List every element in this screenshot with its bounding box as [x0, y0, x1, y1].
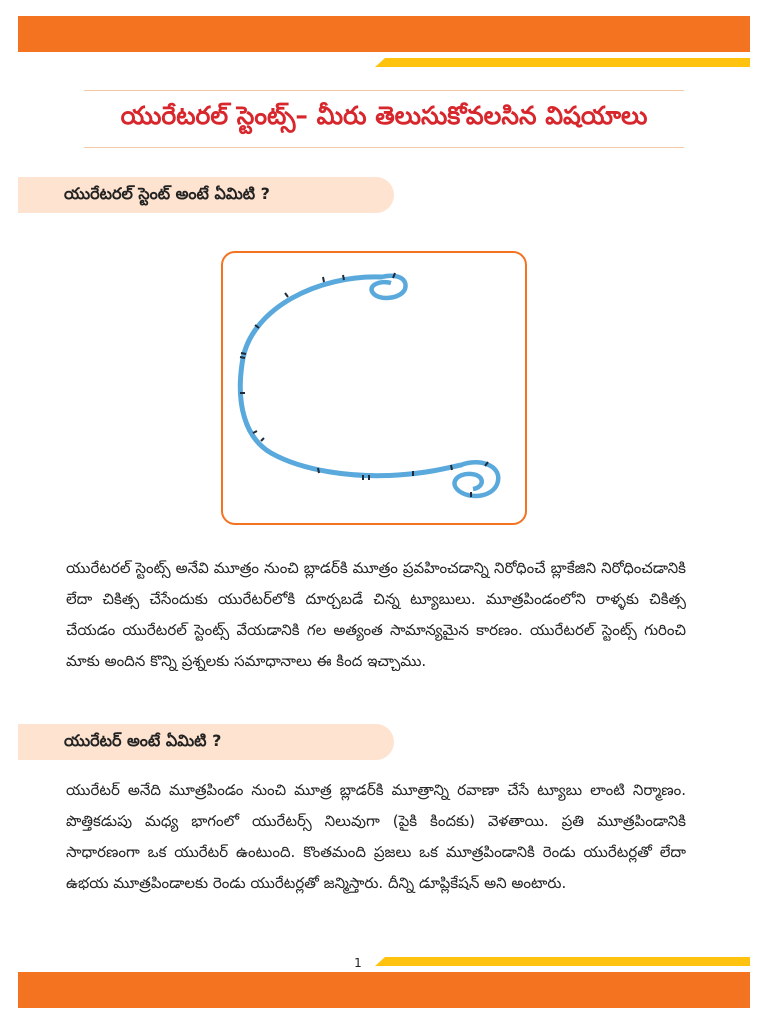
section-paragraph-stent: యురేటరల్ స్టెంట్స్ అనేవి మూత్రం నుంచి బ్లాడర్‌కి మూత్రం ప్రవహించడాన్ని నిరోధించే బ్లాకేజిని నిరోధించడానికి లేదా చికిత్స చేసేందుకు యురేటర్‌లోకి దూర్చబడే చిన్న ట్యూబులు. మూత్రపిండంలోని రాళ్ళకు చికిత్స చేయడం యురేటరల్ స్టెంట్స్ వేయడానికి గల అత్యంత సామాన్యమైన కారణం. యురేటరల్ స్టెంట్స్ గురించి మాకు అందిన కొన్ని ప్రశ్నలకు సమాధానాలు ఈ కింద ఇచ్చాము.: [66, 559, 686, 670]
section-heading-ureter: యురేటర్ అంటే ఏమిటి ?: [18, 724, 394, 760]
footer-orange-band: [18, 972, 750, 1008]
header-yellow-stripe: [375, 58, 750, 67]
page-number: 1: [354, 956, 362, 970]
header-orange-band: [18, 16, 750, 52]
ureteral-stent-illustration: [223, 253, 525, 523]
footer-yellow-stripe: [375, 957, 750, 966]
title-block: [84, 90, 684, 148]
section-paragraph-ureter: యురేటర్ అనేది మూత్రపిండం నుంచి మూత్ర బ్లాడర్‌కి మూత్రాన్ని రవాణా చేసే ట్యూబు లాంటి నిర్మాణం. పొత్తికడుపు మధ్య భాగంలో యురేటర్స్ నిలువుగా (పైకి కిందకు) వెళతాయి. ప్రతి మూత్రపిండానికి సాధారణంగా ఒక యురేటర్ ఉంటుంది. కొంతమంది ప్రజలు ఒక మూత్రపిండానికి రెండు యురేటర్లతో లేదా ఉభయ మూత్రపిండాలకు రెండు యురేటర్లతో జన్మిస్తారు. దీన్ని డూప్లికేషన్ అని అంటారు.: [66, 781, 686, 892]
stent-image-frame: [221, 251, 527, 525]
page-title: యురేటరల్ స్టెంట్స్– మీరు తెలుసుకోవలసిన విషయాలు: [120, 101, 648, 130]
section-heading-stent: యురేటరల్ స్టెంట్ అంటే ఏమిటి ?: [18, 177, 394, 213]
